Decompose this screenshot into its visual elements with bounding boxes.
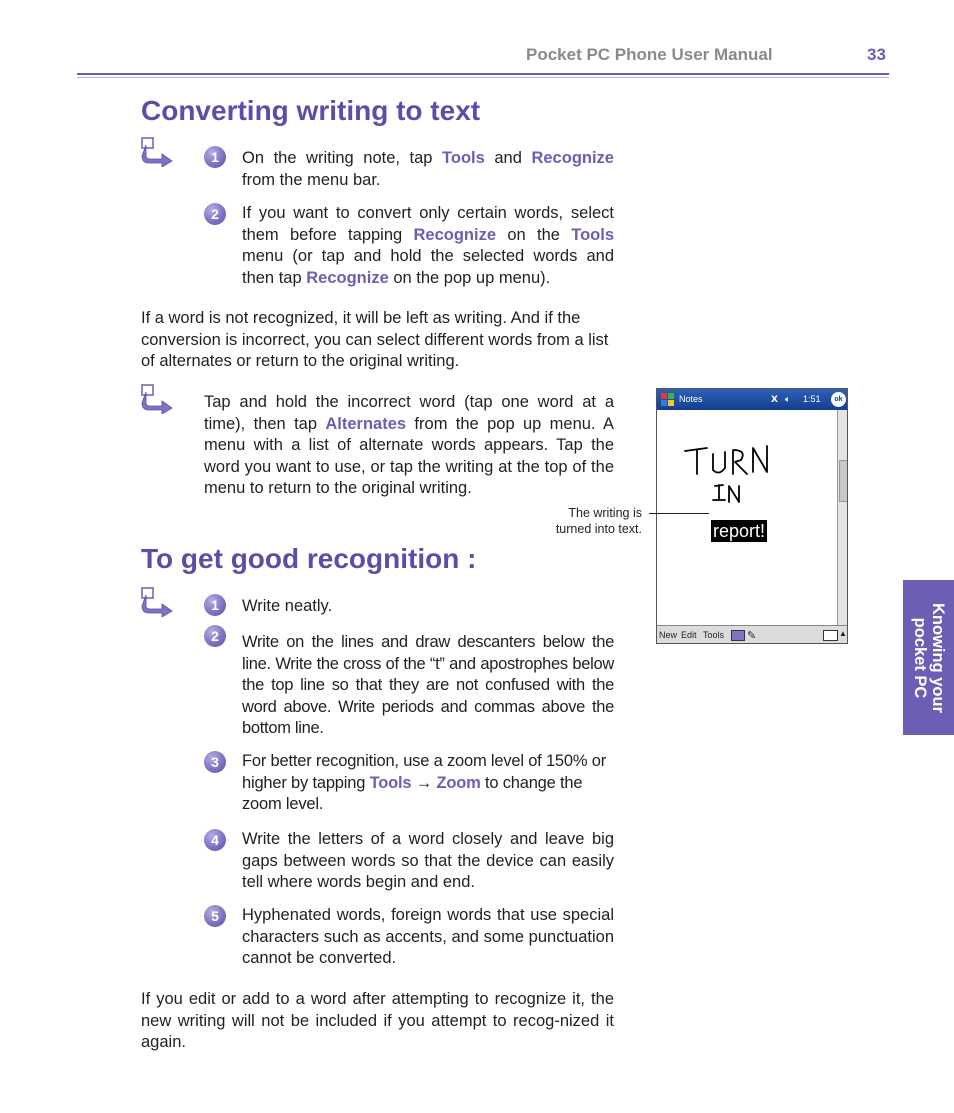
note-pen-icon: [140, 384, 176, 414]
recognize-menu-ref: Recognize: [531, 149, 614, 167]
tip-number-5: 5: [204, 905, 226, 927]
recognize-tool-icon[interactable]: [731, 630, 745, 641]
section-heading-converting: Converting writing to text: [141, 95, 481, 126]
ppc-clock: 1:51: [803, 394, 821, 404]
windows-start-icon: [660, 392, 675, 407]
converted-word[interactable]: report!: [713, 521, 766, 541]
tools-menu-ref: Tools: [442, 149, 485, 167]
header-rule-thin: [77, 77, 889, 78]
step-2-text: If you want to convert only certain words, select them before tapping Recognize on the Tools menu (or tap and hold the selected words and then tap Recognize on the pop up menu).: [242, 204, 614, 287]
ppc-ok-button[interactable]: ok: [831, 392, 846, 407]
header-rule: [77, 73, 889, 75]
tip-1-text: Write neatly.: [242, 597, 333, 615]
step-number-2: 2: [204, 203, 226, 225]
closing-paragraph: If you edit or add to a word after attempting to recognize it, the new writing will not be included if you attempt to recog-nized it again.: [141, 990, 614, 1051]
pocket-pc-screenshot: [656, 388, 848, 644]
input-menu-arrow-icon[interactable]: ▲: [839, 629, 847, 638]
ppc-menu-tools[interactable]: Tools: [703, 630, 725, 640]
keyboard-icon[interactable]: [823, 630, 838, 641]
alternates-tip: Tap and hold the incorrect word (tap one word at a time), then tap Alternates from the pop up menu. A menu with a list of alternate words appears. Tap the word you want to use, or tap the writing at the top of the menu to return to the original writing.: [204, 393, 614, 497]
ppc-note-canvas: [657, 410, 837, 625]
handwriting-ink: [657, 410, 837, 625]
tip-3-text: For better recognition, use a zoom level of 150% or higher by tapping Tools → Zoom to change the zoom level.: [242, 752, 606, 813]
ppc-scrollbar[interactable]: [837, 410, 848, 625]
ppc-title-bar: [657, 389, 847, 410]
chapter-side-tab: [903, 580, 954, 735]
ppc-menu-edit[interactable]: Edit: [681, 630, 697, 640]
signal-icon: 𝗫: [771, 394, 778, 404]
side-tab-line1: Knowing your: [928, 602, 947, 713]
tip-2-text: Write on the lines and draw descanters below the line. Write the cross of the “t” and apostrophes below the top line so that they are not confused with the word above. Write periods and commas above the bottom line.: [242, 633, 614, 737]
speaker-icon: 🔈︎: [785, 394, 791, 404]
tip-number-4: 4: [204, 829, 226, 851]
step-number-1: 1: [204, 146, 226, 168]
tip-number-3: 3: [204, 751, 226, 773]
tip-5-text: Hyphenated words, foreign words that use special characters such as accents, and some punctuation cannot be converted.: [242, 906, 614, 967]
step-1-text: On the writing note, tap Tools and Recognize from the menu bar.: [242, 149, 614, 189]
screenshot-caption: The writing is turned into text.: [555, 506, 642, 536]
tip-number-2: 2: [204, 625, 226, 647]
ppc-menu-new[interactable]: New: [659, 630, 678, 640]
ppc-app-title: Notes: [679, 394, 703, 404]
header-title: Pocket PC Phone User Manual: [526, 45, 773, 64]
tip-number-1: 1: [204, 594, 226, 616]
note-pen-icon: [140, 137, 176, 167]
side-tab-line2: pocket PC: [910, 617, 929, 698]
section-heading-recognition: To get good recognition :: [141, 543, 477, 574]
note-pen-icon: [140, 587, 176, 617]
pen-tool-icon[interactable]: ✎: [747, 630, 757, 642]
ppc-menu-bar: [657, 625, 847, 644]
tip-4-text: Write the letters of a word closely and leave big gaps between words so that the device can easily tell where words begin and end.: [242, 830, 614, 891]
page-number: 33: [867, 45, 886, 64]
caption-leader-line: [649, 513, 709, 514]
recognition-paragraph: If a word is not recognized, it will be left as writing. And if the conversion is incorrect, you can select different words from a list of alternates or return to the original writing.: [141, 309, 609, 370]
